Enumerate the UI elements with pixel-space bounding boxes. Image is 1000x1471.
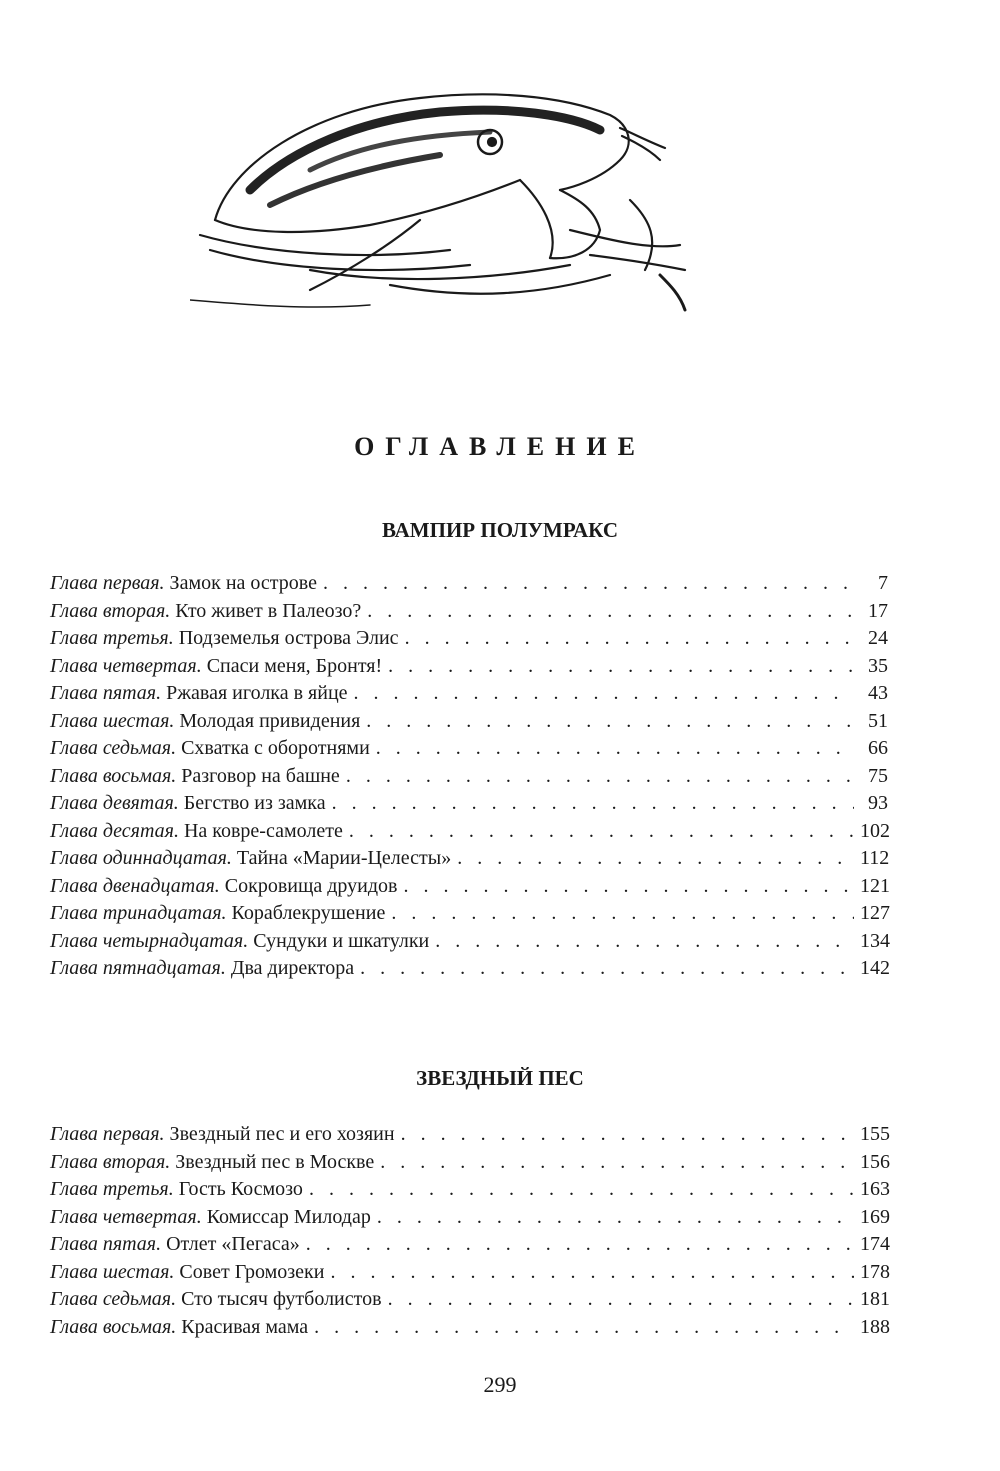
chapter-title: На ковре-самолете bbox=[183, 819, 343, 842]
chapter-title: Подземелья острова Элис bbox=[178, 627, 399, 649]
toc-entry[interactable] bbox=[50, 790, 888, 818]
page-ref: 163 bbox=[860, 1178, 890, 1200]
page-ref: 127 bbox=[860, 902, 890, 924]
toc-entry[interactable] bbox=[50, 763, 888, 791]
chapter-title: Звездный пес в Москве bbox=[175, 1150, 375, 1173]
leader-dots bbox=[380, 1149, 854, 1177]
toc-entry[interactable] bbox=[50, 625, 888, 653]
chapter-number: Глава пятая. bbox=[50, 682, 162, 704]
page-ref: 7 bbox=[878, 572, 888, 594]
section-heading-vampire: ВАМПИР ПОЛУМРАКС bbox=[381, 518, 619, 542]
toc-entry[interactable] bbox=[50, 598, 888, 626]
chapter-number: Глава пятнадцатая. bbox=[50, 957, 226, 979]
leader-dots bbox=[405, 625, 854, 653]
toc-entry[interactable] bbox=[50, 708, 888, 736]
toc-list-vampire bbox=[50, 570, 888, 983]
leader-dots bbox=[360, 955, 854, 983]
chapter-number: Глава третья. bbox=[50, 1178, 174, 1200]
page-ref: 155 bbox=[860, 1123, 890, 1145]
leader-dots bbox=[346, 763, 854, 791]
toc-entry[interactable] bbox=[50, 873, 888, 901]
page-ref: 24 bbox=[868, 627, 888, 649]
leader-dots bbox=[314, 1314, 854, 1342]
leader-dots bbox=[367, 598, 854, 626]
leader-dots bbox=[376, 735, 854, 763]
chapter-number: Глава восьмая. bbox=[50, 764, 177, 787]
page-ref: 181 bbox=[860, 1288, 890, 1310]
chapter-title: Звездный пес и его хозяин bbox=[169, 1123, 395, 1145]
page-ref: 112 bbox=[860, 847, 890, 869]
chapter-number: Глава первая. bbox=[50, 1123, 165, 1145]
chapter-number: Глава четырнадцатая. bbox=[50, 929, 249, 952]
sea-creature-illustration bbox=[190, 70, 690, 320]
toc-entry[interactable] bbox=[50, 928, 888, 956]
chapter-title: Совет Громозеки bbox=[179, 1260, 325, 1283]
leader-dots bbox=[377, 1204, 854, 1232]
chapter-number: Глава десятая. bbox=[50, 819, 179, 842]
chapter-title: Молодая привидения bbox=[179, 709, 361, 732]
chapter-number: Глава шестая. bbox=[50, 1260, 175, 1283]
leader-dots bbox=[457, 845, 854, 873]
toc-entry[interactable] bbox=[50, 845, 888, 873]
leader-dots bbox=[388, 653, 854, 681]
leader-dots bbox=[435, 928, 854, 956]
chapter-title: Комиссар Милодар bbox=[206, 1205, 371, 1228]
chapter-number: Глава восьмая. bbox=[50, 1315, 177, 1338]
toc-entry[interactable] bbox=[50, 570, 888, 598]
chapter-title: Спаси меня, Бронтя! bbox=[206, 654, 383, 677]
page-ref: 17 bbox=[868, 599, 888, 622]
chapter-number: Глава четвертая. bbox=[50, 1205, 202, 1228]
chapter-number: Глава шестая. bbox=[50, 709, 175, 732]
leader-dots bbox=[388, 1286, 854, 1314]
leader-dots bbox=[323, 570, 854, 598]
page-ref: 43 bbox=[868, 682, 888, 704]
page-ref: 156 bbox=[860, 1150, 890, 1173]
chapter-title: Бегство из замка bbox=[183, 792, 326, 814]
chapter-title: Красивая мама bbox=[181, 1315, 309, 1338]
page-ref: 102 bbox=[860, 819, 890, 842]
chapter-number: Глава третья. bbox=[50, 627, 174, 649]
toc-entry[interactable] bbox=[50, 1286, 888, 1314]
toc-entry[interactable] bbox=[50, 1176, 888, 1204]
toc-entry[interactable] bbox=[50, 1259, 888, 1287]
chapter-title: Тайна «Марии-Целесты» bbox=[236, 847, 452, 869]
chapter-number: Глава одиннадцатая. bbox=[50, 847, 232, 869]
page-ref: 121 bbox=[860, 874, 890, 897]
page-number: 299 bbox=[483, 1372, 517, 1397]
chapter-title: Кораблекрушение bbox=[231, 902, 386, 924]
page-ref: 188 bbox=[860, 1315, 890, 1338]
toc-entry[interactable] bbox=[50, 1231, 888, 1259]
page-ref: 178 bbox=[860, 1260, 890, 1283]
section-heading-star-dog: ЗВЕЗДНЫЙ ПЕС bbox=[416, 1066, 584, 1090]
toc-entry[interactable] bbox=[50, 735, 888, 763]
page-ref: 169 bbox=[860, 1205, 890, 1228]
chapter-title: Ржавая иголка в яйце bbox=[166, 682, 348, 704]
chapter-title: Сокровища друидов bbox=[224, 874, 398, 897]
chapter-number: Глава пятая. bbox=[50, 1233, 162, 1255]
chapter-number: Глава двенадцатая. bbox=[50, 874, 220, 897]
leader-dots bbox=[354, 680, 854, 708]
chapter-title: Сундуки и шкатулки bbox=[253, 929, 430, 952]
toc-entry[interactable] bbox=[50, 955, 888, 983]
leader-dots bbox=[366, 708, 854, 736]
leader-dots bbox=[391, 900, 854, 928]
toc-title: ОГЛАВЛЕНИЕ bbox=[354, 432, 646, 461]
toc-entry[interactable] bbox=[50, 1121, 888, 1149]
page-ref: 66 bbox=[868, 737, 888, 759]
page-ref: 75 bbox=[868, 764, 888, 787]
leader-dots bbox=[403, 873, 854, 901]
page-ref: 93 bbox=[868, 792, 888, 814]
chapter-title: Разговор на башне bbox=[181, 764, 340, 787]
page-ref: 142 bbox=[860, 957, 890, 979]
chapter-title: Замок на острове bbox=[169, 572, 317, 594]
chapter-title: Два директора bbox=[230, 957, 355, 979]
chapter-title: Отлет «Пегаса» bbox=[166, 1233, 300, 1255]
chapter-number: Глава седьмая. bbox=[50, 1288, 177, 1310]
leader-dots bbox=[349, 818, 854, 846]
toc-entry[interactable] bbox=[50, 818, 888, 846]
toc-entry[interactable] bbox=[50, 900, 888, 928]
chapter-title: Схватка с оборотнями bbox=[181, 737, 370, 759]
chapter-number: Глава тринадцатая. bbox=[50, 902, 227, 924]
toc-entry[interactable] bbox=[50, 680, 888, 708]
toc-entry[interactable] bbox=[50, 653, 888, 681]
chapter-number: Глава вторая. bbox=[50, 599, 171, 622]
chapter-title: Гость Космозо bbox=[178, 1178, 303, 1200]
page-ref: 134 bbox=[860, 929, 890, 952]
chapter-number: Глава вторая. bbox=[50, 1150, 171, 1173]
chapter-number: Глава девятая. bbox=[50, 792, 179, 814]
chapter-title: Кто живет в Палеозо? bbox=[175, 599, 362, 622]
leader-dots bbox=[330, 1259, 854, 1287]
leader-dots bbox=[332, 790, 854, 818]
page-ref: 51 bbox=[868, 709, 888, 732]
leader-dots bbox=[306, 1231, 854, 1259]
leader-dots bbox=[309, 1176, 854, 1204]
toc-entry[interactable] bbox=[50, 1149, 888, 1177]
chapter-number: Глава четвертая. bbox=[50, 654, 202, 677]
chapter-number: Глава первая. bbox=[50, 572, 165, 594]
toc-entry[interactable] bbox=[50, 1314, 888, 1342]
page-ref: 35 bbox=[868, 654, 888, 677]
toc-entry[interactable] bbox=[50, 1204, 888, 1232]
chapter-number: Глава седьмая. bbox=[50, 737, 177, 759]
chapter-title: Сто тысяч футболистов bbox=[181, 1288, 382, 1310]
toc-list-star-dog bbox=[50, 1121, 888, 1341]
page-ref: 174 bbox=[860, 1233, 890, 1255]
leader-dots bbox=[401, 1121, 854, 1149]
